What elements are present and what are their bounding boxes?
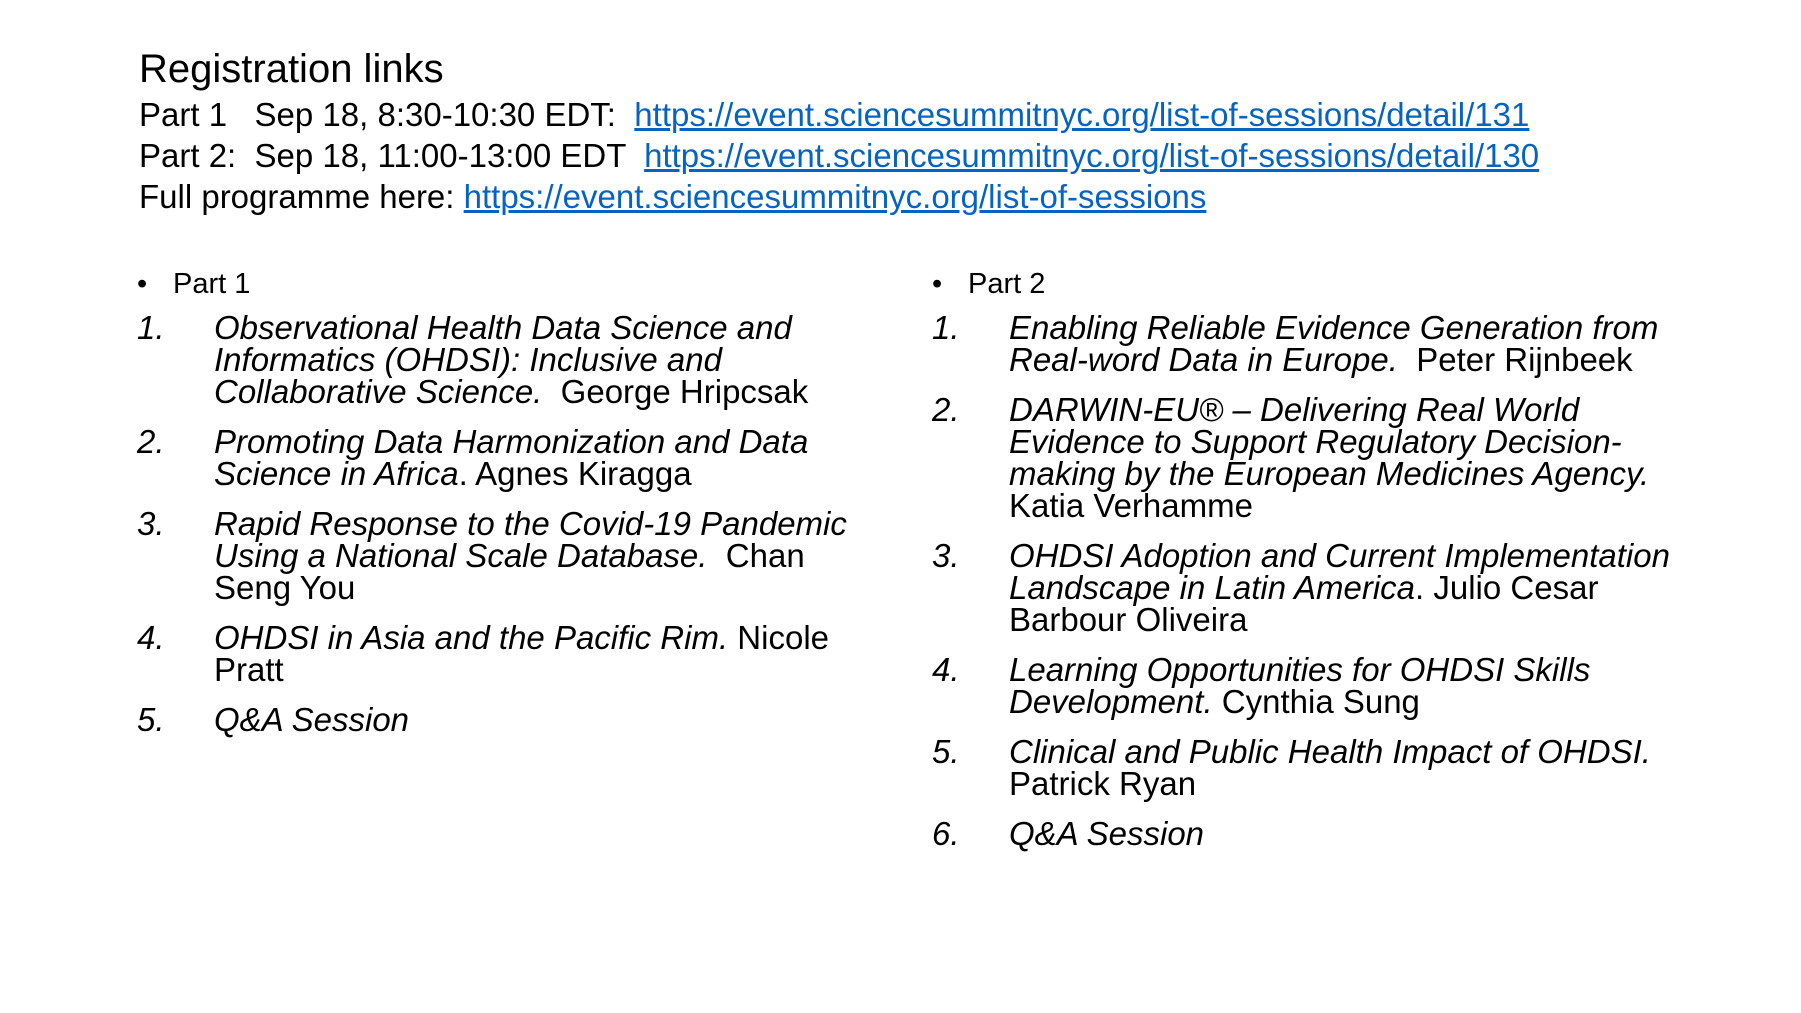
item-number: 3. xyxy=(137,505,165,542)
item-number: 2. xyxy=(932,391,960,428)
item-body xyxy=(1009,309,1692,378)
part2-session-list xyxy=(932,309,1692,852)
list-item xyxy=(137,423,867,492)
session-title: Promoting Data Harmonization and Data Science in Africa xyxy=(214,423,809,492)
session-speaker: Cynthia Sung xyxy=(1212,683,1420,720)
item-number: 4. xyxy=(137,619,165,656)
session-speaker: Patrick Ryan xyxy=(1009,733,1661,802)
item-body xyxy=(214,619,867,688)
session-title: Rapid Response to the Covid-19 Pandemic Using a National Scale Database. xyxy=(214,505,847,574)
part1-heading xyxy=(137,266,867,302)
session-speaker: . Agnes Kiragga xyxy=(458,455,692,492)
part2-registration-link[interactable]: https://event.sciencesummitnyc.org/list-of-sessions/detail/130 xyxy=(644,137,1540,174)
item-body xyxy=(1009,391,1692,524)
full-programme-link[interactable]: https://event.sciencesummitnyc.org/list-of-sessions xyxy=(463,178,1207,215)
list-item xyxy=(932,537,1692,638)
list-item xyxy=(932,309,1692,378)
list-item xyxy=(137,309,867,410)
item-body xyxy=(1009,651,1692,720)
item-body xyxy=(1009,537,1692,638)
session-title: OHDSI Adoption and Current Implementation Landscape in Latin America xyxy=(1009,537,1670,606)
session-speaker: George Hripcsak xyxy=(542,373,809,410)
part2-column xyxy=(932,266,1692,868)
item-body xyxy=(214,701,867,738)
session-speaker: Chan Seng You xyxy=(214,537,814,606)
bullet-icon: • xyxy=(137,268,148,300)
session-speaker: Katia Verhamme xyxy=(1009,455,1659,524)
slide-title: Registration links xyxy=(139,47,444,91)
item-number: 1. xyxy=(137,309,165,346)
part1-registration-label: Part 1 Sep 18, 8:30-10:30 EDT: xyxy=(139,96,635,133)
list-item xyxy=(932,815,1692,852)
session-title: OHDSI in Asia and the Pacific Rim. xyxy=(214,619,729,656)
list-item xyxy=(932,733,1692,802)
bullet-icon: • xyxy=(932,268,943,300)
item-number: 5. xyxy=(137,701,165,738)
part1-registration-line xyxy=(139,94,1699,135)
full-programme-label: Full programme here: xyxy=(139,178,464,215)
session-title: Learning Opportunities for OHDSI Skills Development. xyxy=(1009,651,1591,720)
item-number: 5. xyxy=(932,733,960,770)
list-item xyxy=(932,391,1692,524)
full-programme-line xyxy=(139,176,1699,217)
list-item xyxy=(137,619,867,688)
item-number: 3. xyxy=(932,537,960,574)
item-number: 4. xyxy=(932,651,960,688)
list-item xyxy=(137,505,867,606)
list-item xyxy=(137,701,867,738)
part1-heading-label: Part 1 xyxy=(173,268,251,300)
part1-column xyxy=(137,266,867,754)
item-number: 6. xyxy=(932,815,960,852)
session-speaker: Nicole Pratt xyxy=(214,619,839,688)
item-body xyxy=(214,309,867,410)
session-title: Q&A Session xyxy=(214,701,410,738)
item-body xyxy=(214,423,867,492)
part2-registration-label: Part 2: Sep 18, 11:00-13:00 EDT xyxy=(139,137,645,174)
item-number: 2. xyxy=(137,423,165,460)
list-item xyxy=(932,651,1692,720)
part2-registration-line xyxy=(139,135,1699,176)
registration-header xyxy=(139,44,1699,217)
item-body xyxy=(214,505,867,606)
item-body xyxy=(1009,815,1692,852)
item-number: 1. xyxy=(932,309,960,346)
part2-heading-label: Part 2 xyxy=(968,268,1046,300)
part2-heading xyxy=(932,266,1692,302)
session-speaker: . Julio Cesar Barbour Oliveira xyxy=(1009,569,1608,638)
session-title: Enabling Reliable Evidence Generation from Real-word Data in Europe. xyxy=(1009,309,1659,378)
part1-session-list xyxy=(137,309,867,738)
session-title: Q&A Session xyxy=(1009,815,1205,852)
session-title: Clinical and Public Health Impact of OHDSI. xyxy=(1009,733,1651,770)
session-speaker: Peter Rijnbeek xyxy=(1397,341,1633,378)
session-title: DARWIN-EU® – Delivering Real World Evidence to Support Regulatory Decision-making by the European Medicines Agency. xyxy=(1009,391,1650,492)
part1-registration-link[interactable]: https://event.sciencesummitnyc.org/list-of-sessions/detail/131 xyxy=(634,96,1530,133)
session-title: Observational Health Data Science and Informatics (OHDSI): Inclusive and Collaborative Science. xyxy=(214,309,792,410)
item-body xyxy=(1009,733,1692,802)
